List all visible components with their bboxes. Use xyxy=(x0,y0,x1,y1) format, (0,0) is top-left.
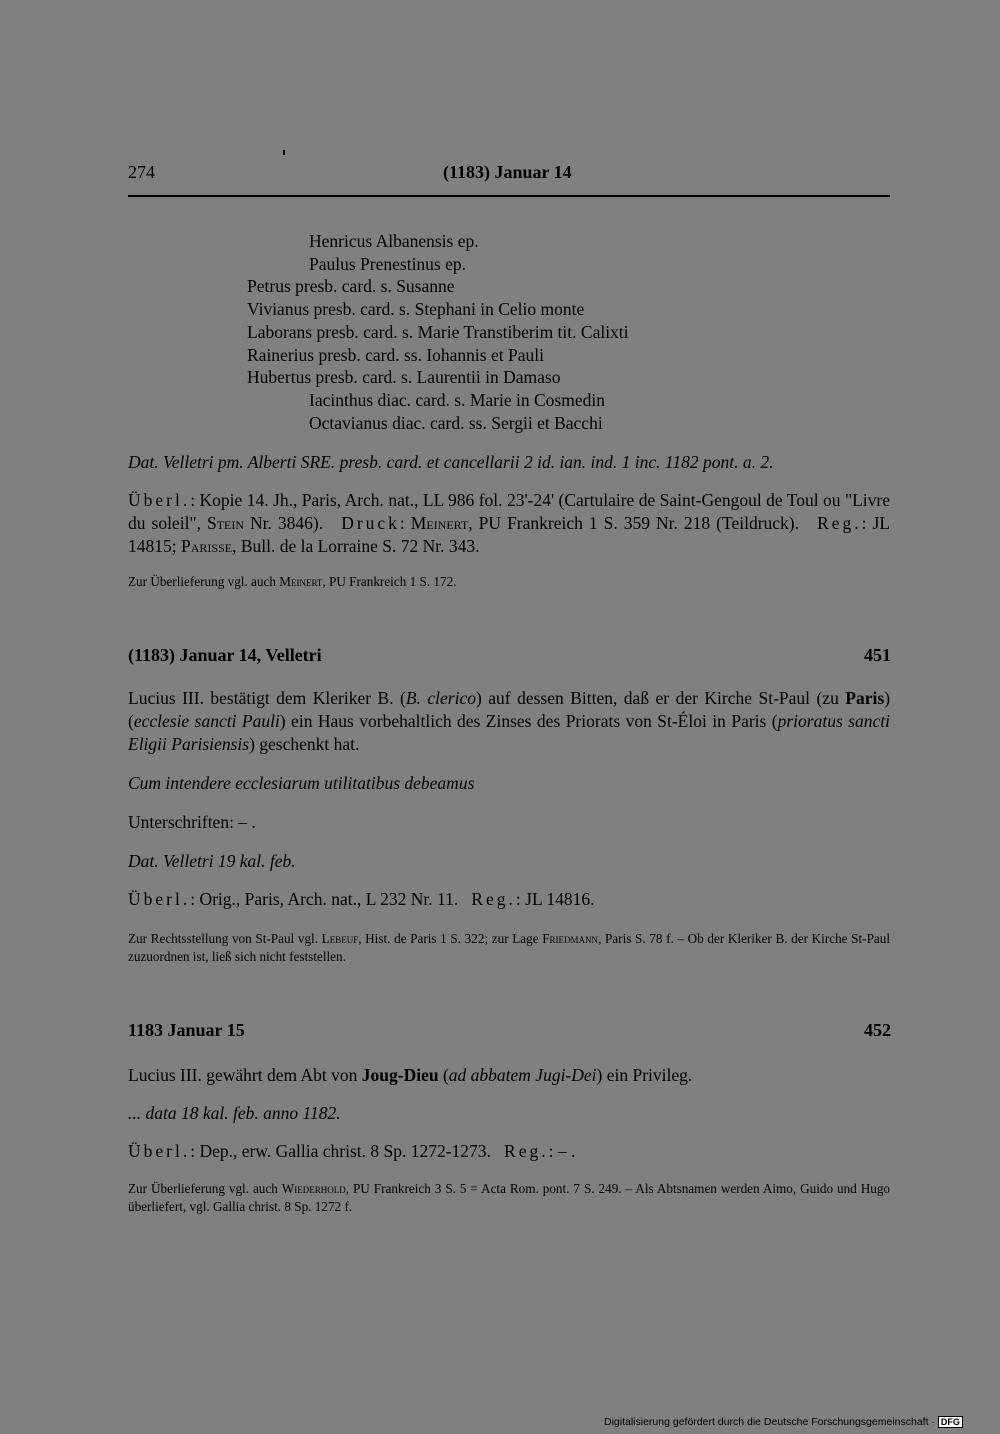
uberl-text: : Orig., Paris, Arch. nat., L 232 Nr. 11. xyxy=(190,889,459,909)
dating-clause: Dat. Velletri pm. Alberti SRE. presb. card. et cancellarii 2 id. ian. ind. 1 inc. 1182 pont. a. 2. xyxy=(128,452,774,472)
footer-text: Digitalisierung gefördert durch die Deutsche Forschungsgemeinschaft · xyxy=(604,1416,935,1428)
regest-text: ( xyxy=(438,1065,449,1085)
uberl-label: Überl. xyxy=(128,490,191,510)
note-text: , PU Frankreich 1 S. 172. xyxy=(322,574,457,589)
regest-text: ) ein Privileg. xyxy=(596,1065,693,1085)
reg-text: : – . xyxy=(548,1141,576,1161)
signatory-line: Hubertus presb. card. s. Laurentii in Damaso xyxy=(247,367,561,388)
footnote xyxy=(128,1180,890,1216)
signatory-line: Laborans presb. card. s. Marie Transtiberim tit. Calixti xyxy=(247,321,629,342)
regest-text: ) ein Haus vorbehaltlich des Zinses des Priorats von St-Éloi in Paris ( xyxy=(279,711,778,731)
header-rule xyxy=(128,195,890,197)
signatory-line: Vivianus presb. card. s. Stephani in Celio monte xyxy=(247,299,585,320)
funding-footer xyxy=(604,1416,963,1428)
transmission-block xyxy=(128,1140,890,1163)
regest-text: ) ( xyxy=(128,688,891,731)
entry-heading: 1183 Januar 15 xyxy=(128,1020,245,1040)
latin-phrase: ad abbatem Jugi-Dei xyxy=(448,1065,597,1085)
reg-text: , Bull. de la Lorraine S. 72 Nr. 343. xyxy=(232,536,480,556)
uberl-text: : Dep., erw. Gallia christ. 8 Sp. 1272-1273. xyxy=(190,1141,491,1161)
signatory-line: Henricus Albanensis ep. xyxy=(309,231,479,251)
regest xyxy=(128,687,890,756)
regest-text: Lucius III. gewährt dem Abt von xyxy=(128,1065,358,1085)
author-name: Parisse xyxy=(181,536,233,556)
latin-phrase: prioratus sancti Eligii Parisiensis xyxy=(128,711,891,754)
latin-phrase: B. clerico xyxy=(405,688,476,708)
druck-label: Druck xyxy=(341,513,400,533)
stray-mark xyxy=(283,150,285,155)
transmission-block: Überl.: Kopie 14. Jh., Paris, Arch. nat., LL 986 fol. 23'-24' (Cartulaire de Saint-Gengoul de Toul ou "Livre du soleil", Stein Nr. 3846). Druck: Meinert, PU Frankreich 1 S. 359 Nr. 218 (Teildruck). Reg.: JL 14815; Parisse, Bull. de la Lorraine S. 72 Nr. 343. xyxy=(128,490,891,556)
regest-text: Lucius III. bestätigt dem Kleriker B. ( xyxy=(128,688,406,708)
note-text: Zur Überlieferung vgl. auch xyxy=(128,574,276,589)
author-name: Meinert xyxy=(410,513,469,533)
entry-number: 452 xyxy=(864,1020,891,1040)
regest-text: ) geschenkt hat. xyxy=(249,734,360,754)
place-name: Joug-Dieu xyxy=(361,1065,439,1085)
subscriptions: Unterschriften: – . xyxy=(128,812,256,832)
note-text: , Paris S. 78 f. – Ob der Kleriker B. der Kirche St-Paul zuzuordnen ist, ließ sich nicht feststellen. xyxy=(128,931,891,964)
author-name: Meinert xyxy=(279,574,323,589)
uberl-label: Überl. xyxy=(128,889,191,909)
note-text: , PU Frankreich 3 S. 5 = Acta Rom. pont. 7 S. 249. – Als Abtsnamen werden Aimo, Guido und Hugo überliefert, vgl. Gallia christ. 8 Sp. 1272 f. xyxy=(128,1181,891,1214)
note-text: Zur Rechtsstellung von St-Paul vgl. xyxy=(128,931,319,946)
dating-clause: Dat. Velletri 19 kal. feb. xyxy=(128,851,296,871)
dating-clause: ... data 18 kal. feb. anno 1182. xyxy=(128,1103,341,1123)
note-text: Zur Überlieferung vgl. auch xyxy=(128,1181,278,1196)
entry-number: 451 xyxy=(864,645,891,665)
running-title: (1183) Januar 14 xyxy=(443,162,572,182)
uberl-label: Überl. xyxy=(128,1141,191,1161)
uberl-text: : Kopie 14. Jh., Paris, Arch. nat., LL 986 fol. 23'-24' (Cartulaire de Saint-Gengoul de Toul ou "Livre du soleil", xyxy=(128,490,890,533)
reg-text: : JL 14815; xyxy=(128,513,891,556)
signatory-line: Iacinthus diac. card. s. Marie in Cosmedin xyxy=(309,389,605,410)
signatory-line: Octavianus diac. card. ss. Sergii et Bacchi xyxy=(309,412,603,433)
signatory-line: Petrus presb. card. s. Susanne xyxy=(247,276,455,297)
note-text: , Hist. de Paris 1 S. 322; zur Lage xyxy=(358,931,539,946)
signatory-line: Rainerius presb. card. ss. Iohannis et Pauli xyxy=(247,344,544,365)
author-name: Lebeuf xyxy=(321,931,359,946)
regest-text: ) auf dessen Bitten, daß er der Kirche St-Paul (zu xyxy=(475,688,839,708)
reg-label: Reg. xyxy=(817,513,862,533)
place-name: Paris xyxy=(845,688,885,708)
stein-number: Nr. 3846). xyxy=(250,513,324,533)
reg-label: Reg. xyxy=(504,1141,549,1161)
author-name: Stein xyxy=(206,513,245,533)
reg-label: Reg. xyxy=(471,889,516,909)
entry-heading: (1183) Januar 14, Velletri xyxy=(128,645,322,665)
druck-text: , PU Frankreich 1 S. 359 Nr. 218 (Teildruck). xyxy=(468,513,800,533)
signatory-line: Paulus Prenestinus ep. xyxy=(309,253,467,274)
page-number: 274 xyxy=(128,162,155,182)
latin-phrase: ecclesie sancti Pauli xyxy=(133,711,280,731)
author-name: Friedmann xyxy=(542,931,599,946)
footnote xyxy=(128,930,890,966)
transmission-block xyxy=(128,888,890,911)
reg-text: : JL 14816. xyxy=(515,889,595,909)
regest xyxy=(128,1064,890,1087)
dfg-logo: DFG xyxy=(938,1416,963,1428)
footnote xyxy=(128,573,890,591)
incipit: Cum intendere ecclesiarum utilitatibus debeamus xyxy=(128,773,475,793)
signatory-list xyxy=(247,230,629,434)
author-name: Wiederhold xyxy=(281,1181,346,1196)
